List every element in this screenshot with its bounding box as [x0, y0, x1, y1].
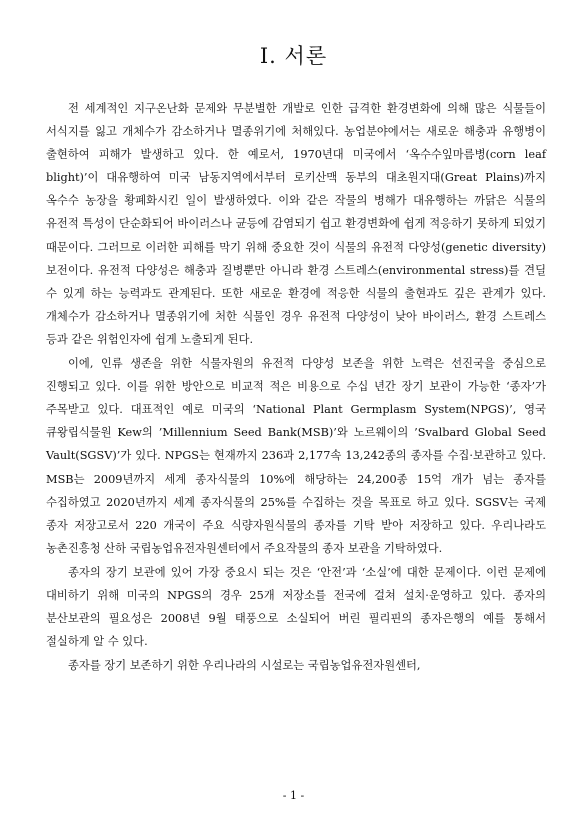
page-number: - 1 -	[282, 789, 305, 802]
paragraph: 종자의 장기 보관에 있어 가장 중요시 되는 것은 ‘안전’과 ‘소실’에 대한 문제이다. 이런 문제에 대비하기 위해 미국의 NPGS의 경우 25개 저장소를 전국에 걸쳐 설치·운영하고 있다. 종자의 분산보관의 필요성은 2008년 9월 태풍으로 소실되어 버린 필리핀의 종자은행의 예를 통해서 절실하게 알 수 있다.	[46, 565, 546, 649]
section-title: I. 서론	[259, 44, 328, 68]
body-text	[46, 97, 546, 677]
paragraph: 이에, 인류 생존을 위한 식물자원의 유전적 다양성 보존을 위한 노력은 선진국을 중심으로 진행되고 있다. 이를 위한 방안으로 비교적 적은 비용으로 수십 년간 장기 보관이 가능한 ‘종자’가 주목받고 있다. 대표적인 예로 미국의 ‘National Plant Germplasm System(NPGS)’, 영국 큐왕립식물원 Kew의 ’Millennium Seed Bank(MSB)’와 노르웨이의 ’Svalbard Global Seed Vault(SGSV)’가 있다. NPGS는 현재까지 236과 2,177속 13,242종의 종자를 수집·보관하고 있다. MSB는 2009년까지 세계 종자식물의 10%에 해당하는 24,200종 15억 개가 넘는 종자를 수집하였고 2020년까지 세계 종자식물의 25%를 수집하는 것을 목표로 하고 있다. SGSV는 국제 종자 저장고로서 220 개국이 주요 식량자원식물의 종자를 기탁 받아 저장하고 있다. 우리나라도 농촌진흥청 산하 국립농업유전자원센터에서 주요작물의 종자 보관을 기탁하였다.	[46, 357, 546, 555]
paragraph: 전 세계적인 지구온난화 문제와 무분별한 개발로 인한 급격한 환경변화에 의해 많은 식물들이 서식지를 잃고 개체수가 감소하거나 멸종위기에 처해있다. 농업분야에서는 새로운 해충과 유행병이 출현하여 피해가 발생하고 있다. 한 예로서, 1970년대 미국에서 ‘옥수수잎마름병(corn leaf blight)’이 대유행하여 미국 남동지역에서부터 로키산맥 동부의 대초원지대(Great Plains)까지 옥수수 농장을 황폐화시킨 일이 발생하였다. 이와 같은 작물의 병해가 대유행하는 까닭은 식물의 유전적 특성이 단순화되어 바이러스나 균등에 감염되기 쉽고 환경변화에 쉽게 적응하기 못하게 되었기 때문이다. 그러므로 이러한 피해를 막기 위해 중요한 것이 식물의 유전적 다양성(genetic diversity) 보전이다. 유전적 다양성은 해충과 질병뿐만 아니라 환경 스트레스(environmental stress)를 견딜 수 있게 하는 능력과도 관계된다. 또한 새로운 환경에 적응한 식물의 출현과도 깊은 관계가 있다. 개체수가 감소하거나 멸종위기에 처한 식물인 경우 유전적 다양성이 낮아 바이러스, 환경 스트레스 등과 같은 위험인자에 쉽게 노출되게 된다.	[46, 102, 546, 346]
paragraph: 종자를 장기 보존하기 위한 우리나라의 시설로는 국립농업유전자원센터,	[68, 659, 421, 673]
